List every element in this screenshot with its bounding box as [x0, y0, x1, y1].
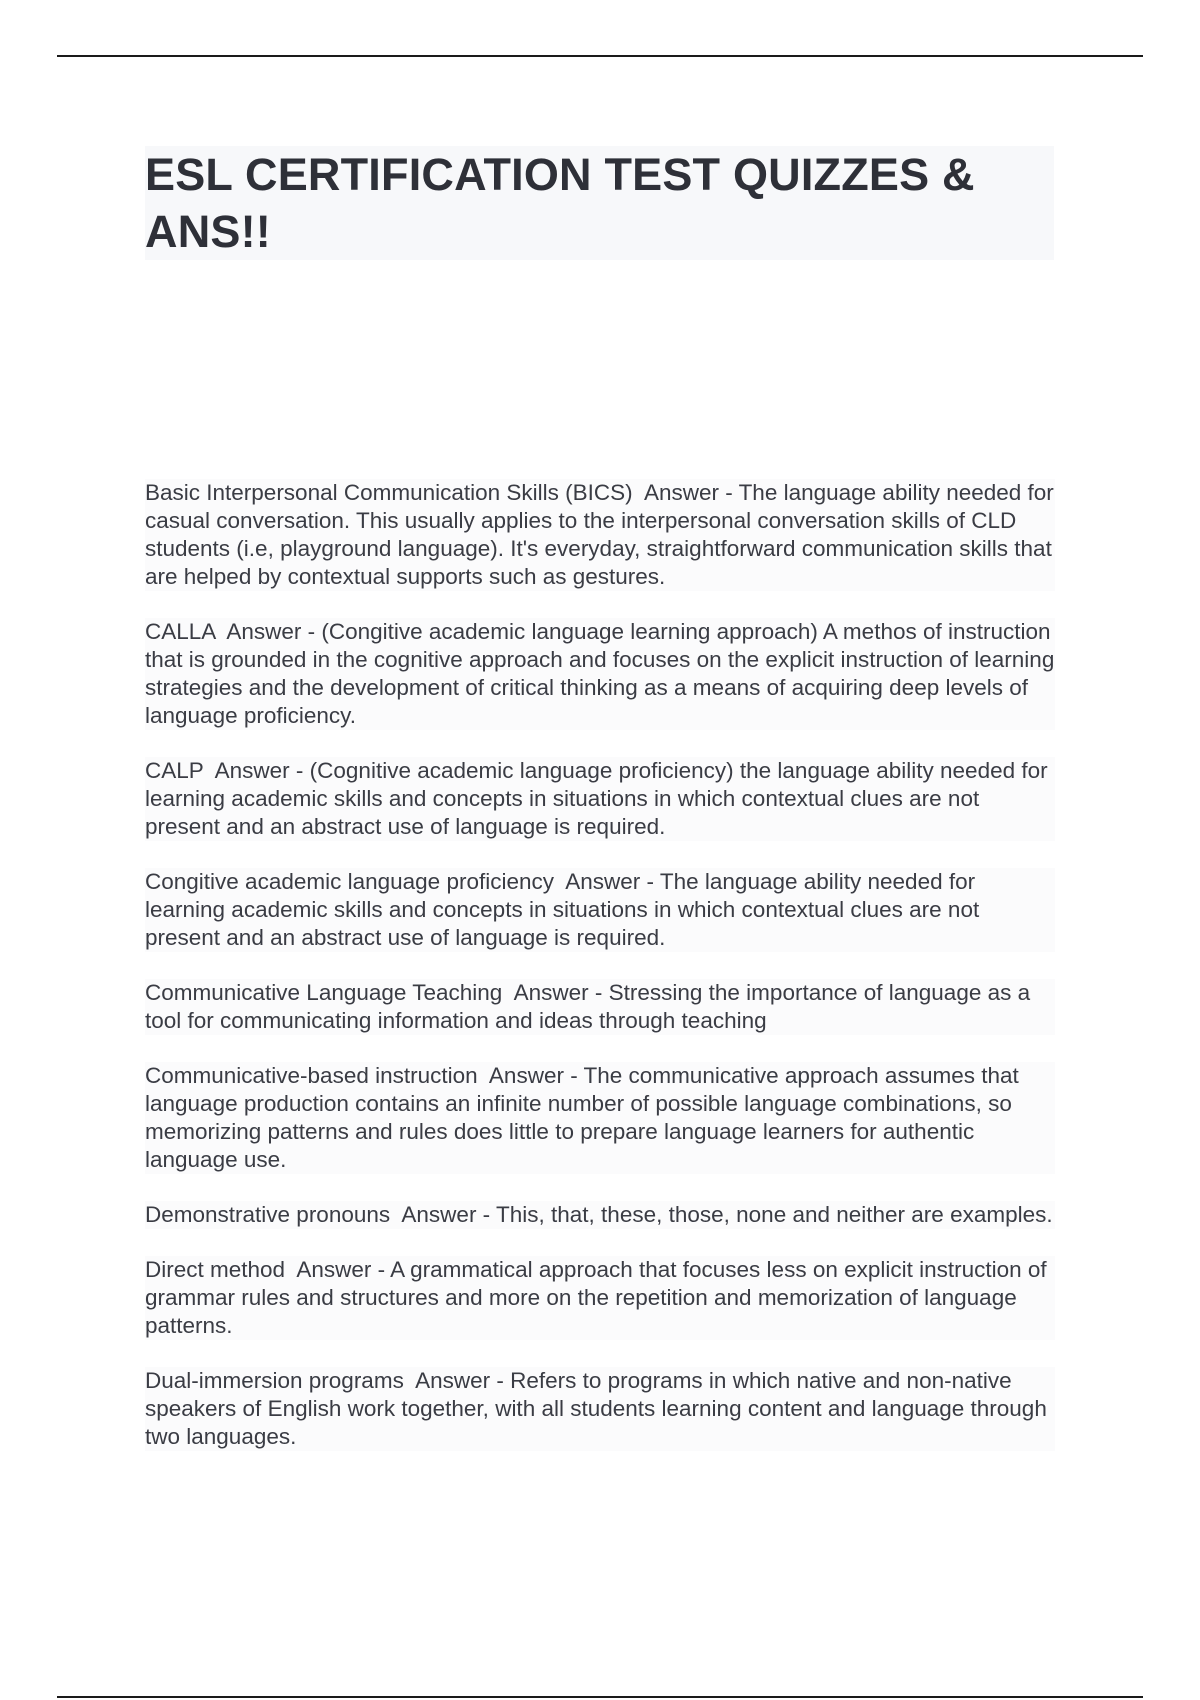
entry-term: Communicative-based instruction [145, 1063, 478, 1088]
entry-answer: Answer - (Congitive academic language learning approach) A methos of instruction that is grounded in the cognitive approach and focuses on the explicit instruction of learning strategies and the development of critical thinking as a means of acquiring deep levels of language proficiency. [145, 619, 1055, 728]
entry-term: Demonstrative pronouns [145, 1202, 391, 1227]
entry-bics [145, 479, 1055, 591]
entry-term: Direct method [145, 1257, 286, 1282]
entry-answer: Answer - A grammatical approach that focuses less on explicit instruction of grammar rules and structures and more on the repetition and memorization of language patterns. [145, 1257, 1047, 1338]
entry-answer: Answer - The language ability needed for learning academic skills and concepts in situations in which contextual clues are not present and an abstract use of language is required. [145, 869, 980, 950]
entry-cognitive-academic-language-proficiency [145, 868, 1055, 952]
entry-direct-method [145, 1256, 1055, 1340]
entry-answer: Answer - Stressing the importance of language as a tool for communicating information and ideas through teaching [145, 980, 1031, 1033]
entry-calp [145, 757, 1055, 841]
entry-term: CALLA [145, 619, 216, 644]
document-title: ESL CERTIFICATION TEST QUIZZES & ANS!! [145, 146, 1054, 260]
entry-list [145, 479, 1055, 1478]
entry-answer: Answer - The language ability needed for casual conversation. This usually applies to the interpersonal conversation skills of CLD students (i.e, playground language). It's everyday, straightforward communication skills that are helped by contextual supports such as gestures. [145, 480, 1054, 589]
entry-answer: Answer - The communicative approach assumes that language production contains an infinite number of possible language combinations, so memorizing patterns and rules does little to prepare language learners for authentic language use. [145, 1063, 1019, 1172]
entry-term: CALP [145, 758, 204, 783]
entry-term: Dual-immersion programs [145, 1368, 404, 1393]
entry-calla [145, 618, 1055, 730]
entry-term: Communicative Language Teaching [145, 980, 503, 1005]
entry-term: Basic Interpersonal Communication Skills (BICS) [145, 480, 633, 505]
top-rule [57, 55, 1143, 57]
bottom-rule [57, 1696, 1143, 1698]
entry-term: Congitive academic language proficiency [145, 869, 554, 894]
entry-answer: Answer - Refers to programs in which native and non-native speakers of English work together, with all students learning content and language through two languages. [145, 1368, 1047, 1449]
entry-communicative-language-teaching [145, 979, 1055, 1035]
entry-communicative-based-instruction [145, 1062, 1055, 1174]
entry-dual-immersion-programs [145, 1367, 1055, 1451]
entry-demonstrative-pronouns [145, 1201, 1055, 1229]
entry-answer: Answer - (Cognitive academic language proficiency) the language ability needed for learning academic skills and concepts in situations in which contextual clues are not present and an abstract use of language is required. [145, 758, 1048, 839]
entry-answer: Answer - This, that, these, those, none and neither are examples. [401, 1202, 1053, 1227]
